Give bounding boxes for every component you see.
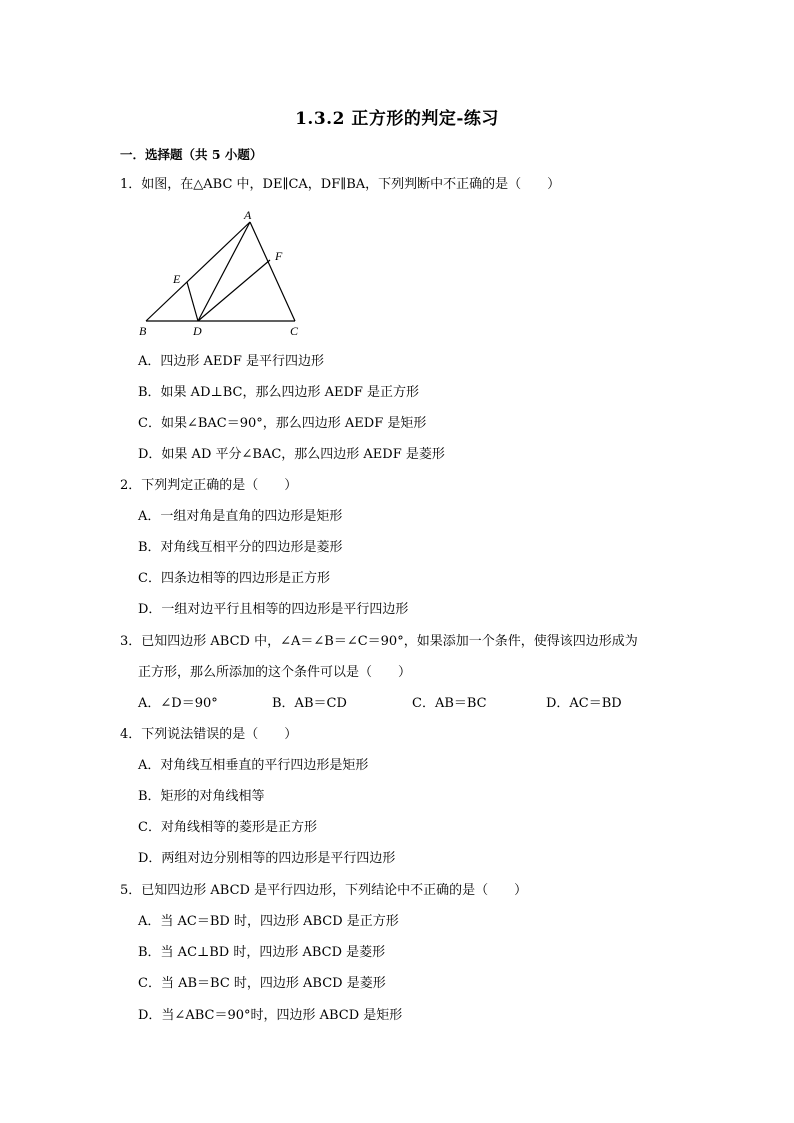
label-b: B: [139, 324, 147, 338]
question-4-option-d: D．两组对边分别相等的四边形是平行四边形: [138, 851, 396, 866]
question-5-stem: 5．已知四边形 ABCD 是平行四边形，下列结论中不正确的是（ ）: [120, 883, 528, 898]
label-f: F: [275, 249, 283, 263]
question-2-stem: 2．下列判定正确的是（ ）: [120, 478, 298, 493]
question-5-option-d: D．当∠ABC＝90°时，四边形 ABCD 是矩形: [138, 1008, 403, 1023]
section-heading: 一．选择题（共 5 小题）: [120, 147, 263, 162]
page-title: 1.3.2 正方形的判定-练习: [295, 109, 499, 129]
label-e: E: [173, 272, 181, 286]
question-2-option-d: D．一组对边平行且相等的四边形是平行四边形: [138, 602, 409, 617]
question-2-option-c: C．四条边相等的四边形是正方形: [138, 571, 330, 586]
question-3-stem: 3．已知四边形 ABCD 中，∠A＝∠B＝∠C＝90°，如果添加一个条件，使得该四边形成为: [120, 634, 638, 649]
question-5-option-a: A．当 AC＝BD 时，四边形 ABCD 是正方形: [138, 914, 399, 929]
question-5-option-c: C．当 AB＝BC 时，四边形 ABCD 是菱形: [138, 976, 386, 991]
question-2-option-b: B．对角线互相平分的四边形是菱形: [138, 540, 343, 555]
question-4-stem: 4．下列说法错误的是（ ）: [120, 727, 298, 742]
question-4-option-b: B．矩形的对角线相等: [138, 789, 265, 804]
question-1-option-c: C．如果∠BAC＝90°，那么四边形 AEDF 是矩形: [138, 416, 427, 431]
question-3-option-c: C．AB＝BC: [412, 696, 487, 711]
segment-de: [187, 282, 198, 321]
question-3-option-b: B．AB＝CD: [272, 696, 347, 711]
question-2-option-a: A．一组对角是直角的四边形是矩形: [138, 509, 343, 524]
question-3-stem-continued: 正方形，那么所添加的这个条件可以是（ ）: [138, 665, 412, 680]
question-1-stem: 1．如图，在△ABC 中，DE∥CA，DF∥BA，下列判断中不正确的是（ ）: [120, 177, 561, 192]
question-3-option-a: A．∠D＝90°: [138, 696, 218, 711]
question-3-option-d: D．AC＝BD: [546, 696, 622, 711]
label-c: C: [290, 324, 299, 338]
segment-ba: [146, 222, 250, 321]
segment-df: [198, 260, 270, 321]
triangle-figure: [135, 210, 335, 340]
segment-ad: [198, 222, 250, 321]
question-1-option-d: D．如果 AD 平分∠BAC，那么四边形 AEDF 是菱形: [138, 447, 445, 462]
question-5-option-b: B．当 AC⊥BD 时，四边形 ABCD 是菱形: [138, 945, 386, 960]
question-4-option-c: C．对角线相等的菱形是正方形: [138, 820, 317, 835]
question-1-option-b: B．如果 AD⊥BC，那么四边形 AEDF 是正方形: [138, 385, 420, 400]
label-d: D: [193, 324, 202, 338]
label-a: A: [244, 210, 252, 222]
question-4-option-a: A．对角线互相垂直的平行四边形是矩形: [138, 758, 369, 773]
question-1-option-a: A．四边形 AEDF 是平行四边形: [138, 354, 324, 369]
